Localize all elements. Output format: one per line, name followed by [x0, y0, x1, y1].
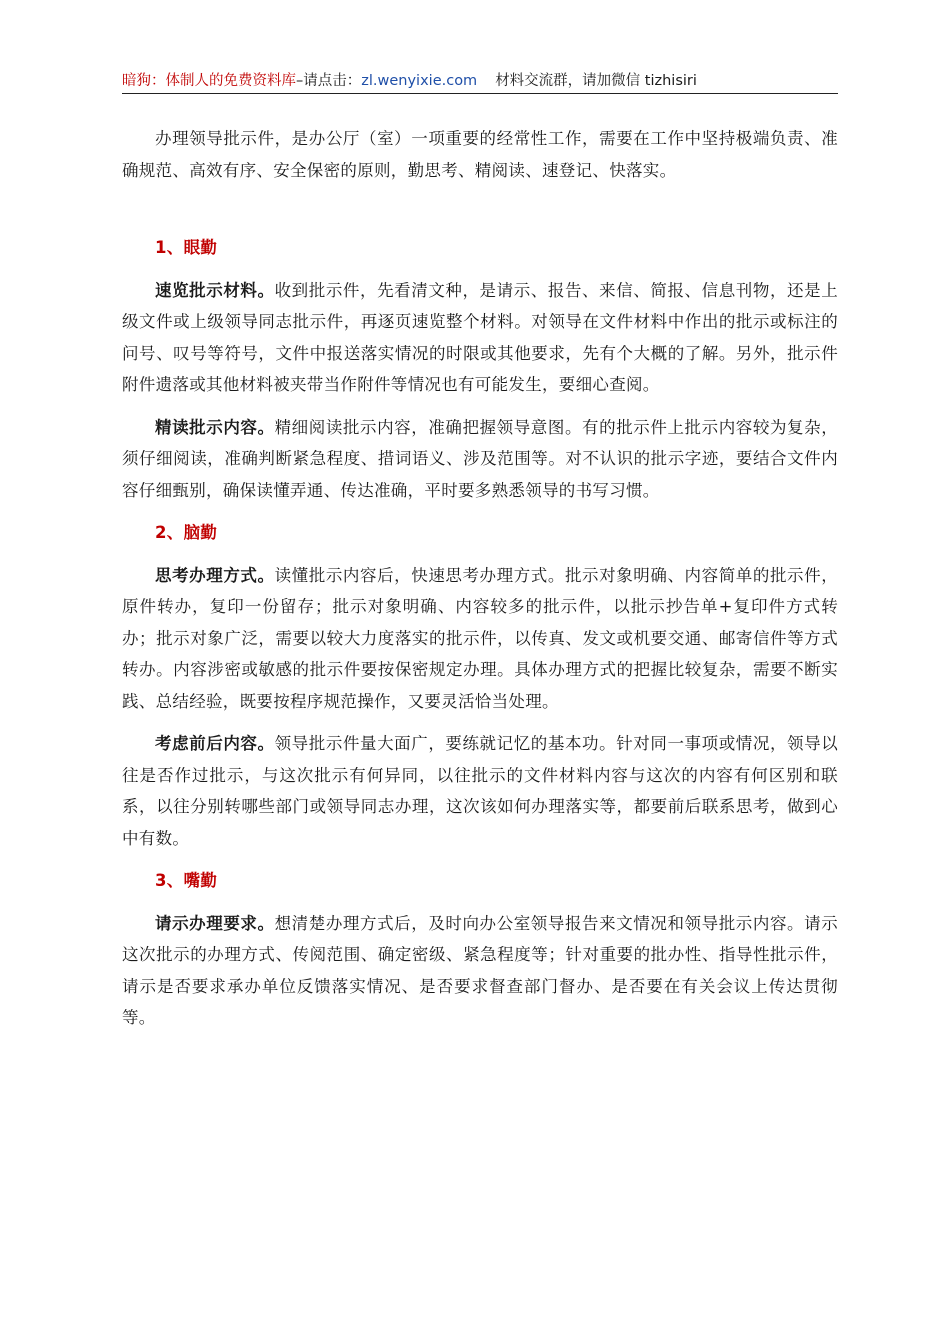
header-divider [122, 93, 838, 94]
header-title: 暗狗：体制人的免费资料库 [122, 73, 296, 89]
intro-paragraph: 办理领导批示件，是办公厅（室）一项重要的经常性工作，需要在工作中坚持极端负责、准确规范、高效有序、安全保密的原则，勤思考、精阅读、速登记、快落实。 [122, 129, 838, 180]
section-heading-mouth: 3、嘴勤 [155, 871, 218, 890]
paragraph-lead: 速览批示材料。 [155, 280, 275, 300]
header-link[interactable]: zl.wenyixie.com [361, 73, 478, 89]
paragraph-lead: 请示办理要求。 [155, 913, 275, 933]
header-wechat: 材料交流群，请加微信 tizhisiri [495, 73, 697, 89]
header-click-prefix: –请点击： [296, 73, 362, 89]
paragraph-text: 领导批示件量大面广，要练就记忆的基本功。针对同一事项或情况，领导以往是否作过批示，与这次批示有何异同，以往批示的文件材料内容与这次的内容有何区别和联系，以往分别转哪些部门或领导同志办理，这次该如何办理落实等，都要前后联系思考，做到心中有数。 [122, 734, 838, 848]
section-heading-eye: 1、眼勤 [155, 238, 218, 257]
document-body [122, 123, 838, 1045]
paragraph-text: 精细阅读批示内容，准确把握领导意图。有的批示件上批示内容较为复杂，须仔细阅读，准确判断紧急程度、措词语义、涉及范围等。对不认识的批示字迹，要结合文件内容仔细甄别，确保读懂弄通、传达准确，平时要多熟悉领导的书写习惯。 [122, 417, 838, 500]
paragraph-lead: 考虑前后内容。 [155, 734, 275, 753]
section-heading-brain: 2、脑勤 [155, 523, 218, 542]
paragraph [122, 728, 838, 854]
paragraph-lead: 精读批示内容。 [155, 417, 275, 437]
paragraph-text: 读懂批示内容后，快速思考办理方式。批示对象明确、内容简单的批示件，原件转办，复印一份留存；批示对象明确、内容较多的批示件，以批示抄告单+复印件方式转办；批示对象广泛，需要以较大力度落实的批示件，以传真、发文或机要交通、邮寄信件等方式转办。内容涉密或敏感的批示件要按保密规定办理。具体办理方式的把握比较复杂，需要不断实践、总结经验，既要按程序规范操作，又要灵活恰当处理。 [122, 565, 838, 711]
paragraph [122, 275, 838, 401]
paragraph [122, 908, 838, 1034]
page-header [122, 70, 838, 92]
paragraph-text: 想清楚办理方式后，及时向办公室领导报告来文情况和领导批示内容。请示这次批示的办理方式、传阅范围、确定密级、紧急程度等；针对重要的批办性、指导性批示件，请示是否要求承办单位反馈落实情况、是否要求督查部门督办、是否要在有关会议上传达贯彻等。 [122, 913, 838, 1027]
paragraph-lead: 思考办理方式。 [155, 565, 275, 585]
paragraph [122, 560, 838, 718]
paragraph-text: 收到批示件，先看清文种，是请示、报告、来信、简报、信息刊物，还是上级文件或上级领导同志批示件，再逐页速览整个材料。对领导在文件材料中作出的批示或标注的问号、叹号等符号，文件中报送落实情况的时限或其他要求，先有个大概的了解。另外，批示件附件遗落或其他材料被夹带当作附件等情况也有可能发生，要细心查阅。 [122, 280, 838, 394]
paragraph [122, 412, 838, 507]
